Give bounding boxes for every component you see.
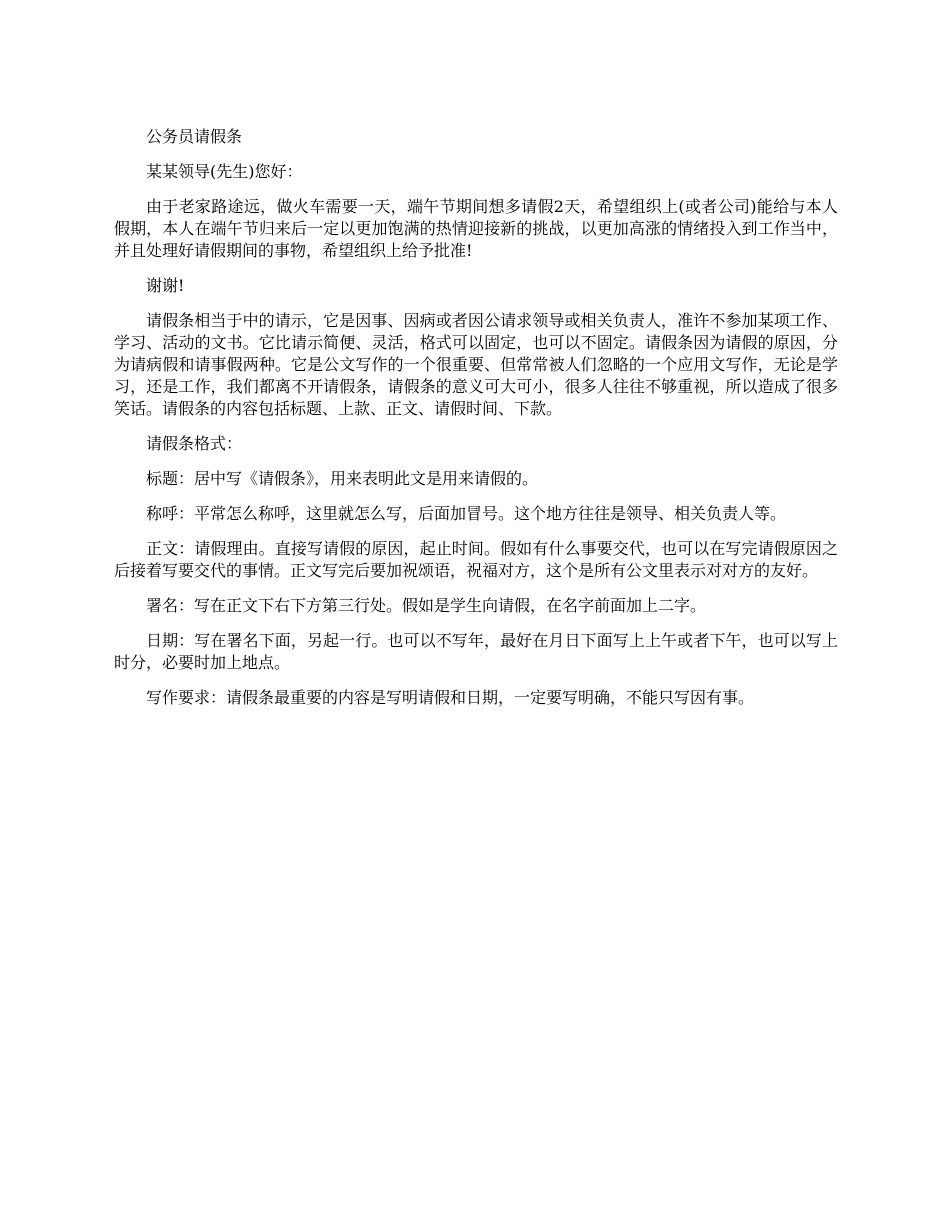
- body-paragraph: 由于老家路途远，做火车需要一天，端午节期间想多请假2天，希望组织上(或者公司)能给与本人假期，本人在端午节归来后一定以更加饱满的热情迎接新的挑战，以更加高涨的情绪投入到工作当中，并且处理好请假期间的事物，希望组织上给予批准!: [114, 197, 838, 260]
- thanks-line: 谢谢!: [146, 276, 185, 295]
- format-heading: 请假条格式：: [146, 434, 243, 453]
- format-item-body: 正文：请假理由。直接写请假的原因，起止时间。假如有什么事要交代，也可以在写完请假原因之后接着写要交代的事情。正文写完后要加祝颂语，祝福对方，这个是所有公文里表示对对方的友好。: [114, 539, 838, 580]
- document-content: [114, 126, 838, 722]
- format-item-requirements: 写作要求：请假条最重要的内容是写明请假和日期，一定要写明确，不能只写因有事。: [146, 688, 755, 707]
- format-item-signature: 署名：写在正文下右下方第三行处。假如是学生向请假，在名字前面加上二字。: [146, 596, 707, 615]
- document-title: 公务员请假条: [146, 127, 243, 146]
- explanation-paragraph: 请假条相当于中的请示，它是因事、因病或者因公请求领导或相关负责人，准许不参加某项工作、学习、活动的文书。它比请示简便、灵活，格式可以固定，也可以不固定。请假条因为请假的原因，分为请病假和请事假两种。它是公文写作的一个很重要、但常常被人们忽略的一个应用文写作，无论是学习，还是工作，我们都离不开请假条，请假条的意义可大可小，很多人往往不够重视，所以造成了很多笑话。请假条的内容包括标题、上款、正文、请假时间、下款。: [114, 311, 838, 418]
- format-item-title: 标题：居中写《请假条》，用来表明此文是用来请假的。: [146, 469, 539, 488]
- format-item-date: 日期：写在署名下面，另起一行。也可以不写年，最好在月日下面写上上午或者下午，也可以写上时分，必要时加上地点。: [114, 631, 838, 672]
- salutation: 某某领导(先生)您好：: [146, 162, 303, 181]
- format-item-salutation: 称呼：平常怎么称呼，这里就怎么写，后面加冒号。这个地方往往是领导、相关负责人等。: [146, 504, 787, 523]
